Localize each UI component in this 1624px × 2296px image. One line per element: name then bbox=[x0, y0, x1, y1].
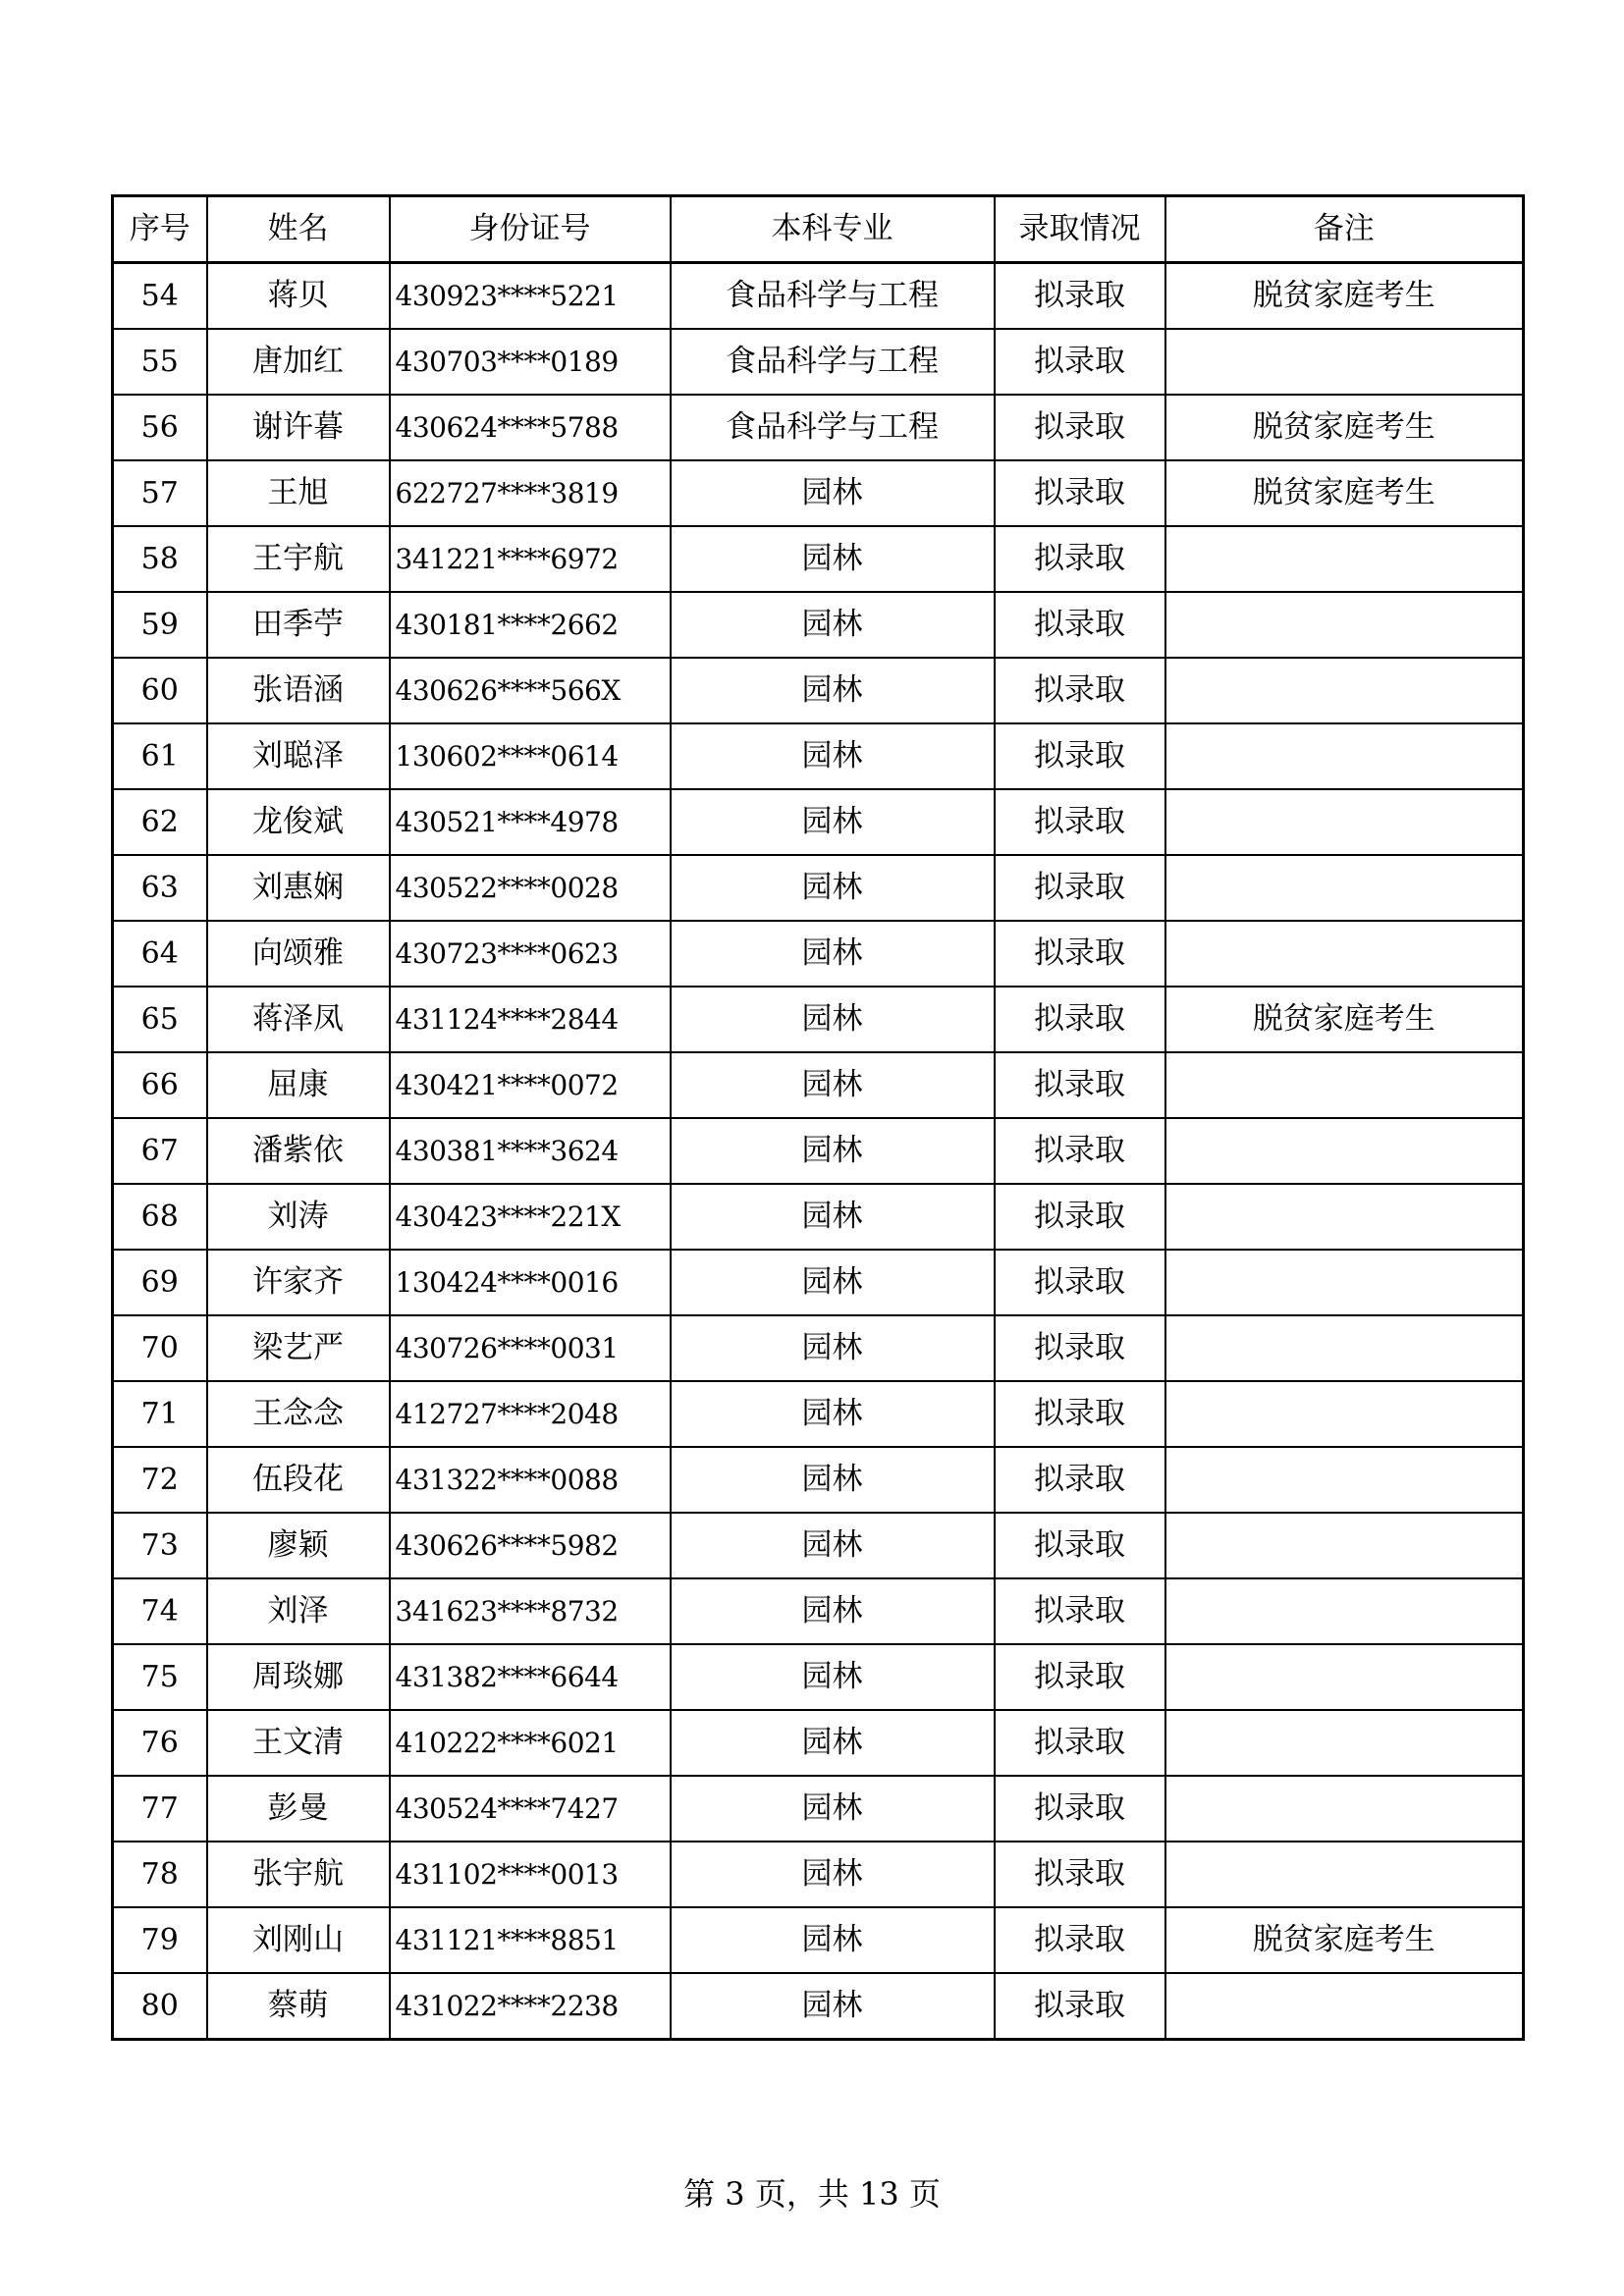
status-cell: 拟录取 bbox=[995, 723, 1165, 789]
status-cell: 拟录取 bbox=[995, 1973, 1165, 2040]
remark-cell bbox=[1165, 1447, 1524, 1513]
remark-cell bbox=[1165, 1578, 1524, 1644]
remark-cell bbox=[1165, 1776, 1524, 1842]
status-cell: 拟录取 bbox=[995, 460, 1165, 526]
major-cell: 园林 bbox=[671, 526, 995, 592]
table-row bbox=[113, 1973, 1524, 2040]
major-cell: 园林 bbox=[671, 460, 995, 526]
major-cell: 园林 bbox=[671, 921, 995, 987]
id-cell: 341221****6972 bbox=[390, 526, 671, 592]
header-id-number: 身份证号 bbox=[390, 196, 671, 263]
name-cell: 王宇航 bbox=[207, 526, 390, 592]
name-cell: 周琰娜 bbox=[207, 1644, 390, 1710]
seq-cell: 66 bbox=[113, 1052, 207, 1118]
seq-cell: 60 bbox=[113, 658, 207, 723]
seq-cell: 59 bbox=[113, 592, 207, 658]
table-row bbox=[113, 723, 1524, 789]
remark-cell bbox=[1165, 1513, 1524, 1578]
major-cell: 园林 bbox=[671, 658, 995, 723]
major-cell: 园林 bbox=[671, 1447, 995, 1513]
table-row bbox=[113, 1381, 1524, 1447]
status-cell: 拟录取 bbox=[995, 1578, 1165, 1644]
table-row bbox=[113, 1644, 1524, 1710]
major-cell: 食品科学与工程 bbox=[671, 395, 995, 460]
id-cell: 430723****0623 bbox=[390, 921, 671, 987]
status-cell: 拟录取 bbox=[995, 329, 1165, 395]
seq-cell: 68 bbox=[113, 1184, 207, 1250]
header-name: 姓名 bbox=[207, 196, 390, 263]
seq-cell: 58 bbox=[113, 526, 207, 592]
id-cell: 431382****6644 bbox=[390, 1644, 671, 1710]
id-cell: 430421****0072 bbox=[390, 1052, 671, 1118]
table-row bbox=[113, 395, 1524, 460]
table-row bbox=[113, 1776, 1524, 1842]
remark-cell: 脱贫家庭考生 bbox=[1165, 460, 1524, 526]
seq-cell: 76 bbox=[113, 1710, 207, 1776]
id-cell: 430521****4978 bbox=[390, 789, 671, 855]
remark-cell bbox=[1165, 1250, 1524, 1315]
remark-cell: 脱贫家庭考生 bbox=[1165, 263, 1524, 330]
remark-cell: 脱贫家庭考生 bbox=[1165, 987, 1524, 1052]
status-cell: 拟录取 bbox=[995, 1118, 1165, 1184]
major-cell: 食品科学与工程 bbox=[671, 263, 995, 330]
major-cell: 园林 bbox=[671, 1973, 995, 2040]
name-cell: 刘聪泽 bbox=[207, 723, 390, 789]
table-row bbox=[113, 1842, 1524, 1907]
remark-cell bbox=[1165, 1118, 1524, 1184]
seq-cell: 54 bbox=[113, 263, 207, 330]
major-cell: 园林 bbox=[671, 855, 995, 921]
seq-cell: 75 bbox=[113, 1644, 207, 1710]
seq-cell: 62 bbox=[113, 789, 207, 855]
table-row bbox=[113, 921, 1524, 987]
name-cell: 廖颖 bbox=[207, 1513, 390, 1578]
table-row bbox=[113, 1052, 1524, 1118]
major-cell: 园林 bbox=[671, 592, 995, 658]
status-cell: 拟录取 bbox=[995, 1381, 1165, 1447]
id-cell: 431022****2238 bbox=[390, 1973, 671, 2040]
seq-cell: 63 bbox=[113, 855, 207, 921]
table-row bbox=[113, 592, 1524, 658]
status-cell: 拟录取 bbox=[995, 1776, 1165, 1842]
major-cell: 园林 bbox=[671, 723, 995, 789]
id-cell: 622727****3819 bbox=[390, 460, 671, 526]
major-cell: 园林 bbox=[671, 1907, 995, 1973]
name-cell: 蒋泽凤 bbox=[207, 987, 390, 1052]
name-cell: 张宇航 bbox=[207, 1842, 390, 1907]
major-cell: 园林 bbox=[671, 1381, 995, 1447]
seq-cell: 78 bbox=[113, 1842, 207, 1907]
name-cell: 许家齐 bbox=[207, 1250, 390, 1315]
table-row bbox=[113, 263, 1524, 330]
major-cell: 园林 bbox=[671, 1118, 995, 1184]
seq-cell: 64 bbox=[113, 921, 207, 987]
seq-cell: 65 bbox=[113, 987, 207, 1052]
remark-cell bbox=[1165, 1052, 1524, 1118]
table-row bbox=[113, 855, 1524, 921]
id-cell: 431102****0013 bbox=[390, 1842, 671, 1907]
name-cell: 刘刚山 bbox=[207, 1907, 390, 1973]
seq-cell: 61 bbox=[113, 723, 207, 789]
name-cell: 潘紫依 bbox=[207, 1118, 390, 1184]
status-cell: 拟录取 bbox=[995, 263, 1165, 330]
table-body bbox=[113, 263, 1524, 2040]
table-row bbox=[113, 460, 1524, 526]
status-cell: 拟录取 bbox=[995, 1710, 1165, 1776]
name-cell: 唐加红 bbox=[207, 329, 390, 395]
table-row bbox=[113, 1447, 1524, 1513]
major-cell: 园林 bbox=[671, 1776, 995, 1842]
major-cell: 园林 bbox=[671, 1250, 995, 1315]
id-cell: 130424****0016 bbox=[390, 1250, 671, 1315]
table-row bbox=[113, 1118, 1524, 1184]
id-cell: 430703****0189 bbox=[390, 329, 671, 395]
major-cell: 园林 bbox=[671, 1315, 995, 1381]
remark-cell bbox=[1165, 1973, 1524, 2040]
name-cell: 田季苧 bbox=[207, 592, 390, 658]
id-cell: 412727****2048 bbox=[390, 1381, 671, 1447]
major-cell: 园林 bbox=[671, 1513, 995, 1578]
id-cell: 430381****3624 bbox=[390, 1118, 671, 1184]
seq-cell: 79 bbox=[113, 1907, 207, 1973]
table-row bbox=[113, 1184, 1524, 1250]
name-cell: 向颂雅 bbox=[207, 921, 390, 987]
id-cell: 341623****8732 bbox=[390, 1578, 671, 1644]
table-row bbox=[113, 1250, 1524, 1315]
table-row bbox=[113, 1513, 1524, 1578]
id-cell: 430181****2662 bbox=[390, 592, 671, 658]
remark-cell bbox=[1165, 855, 1524, 921]
table-row bbox=[113, 658, 1524, 723]
name-cell: 刘涛 bbox=[207, 1184, 390, 1250]
name-cell: 王文清 bbox=[207, 1710, 390, 1776]
seq-cell: 69 bbox=[113, 1250, 207, 1315]
seq-cell: 56 bbox=[113, 395, 207, 460]
id-cell: 430923****5221 bbox=[390, 263, 671, 330]
name-cell: 刘泽 bbox=[207, 1578, 390, 1644]
table-row bbox=[113, 329, 1524, 395]
id-cell: 431124****2844 bbox=[390, 987, 671, 1052]
major-cell: 食品科学与工程 bbox=[671, 329, 995, 395]
major-cell: 园林 bbox=[671, 1052, 995, 1118]
id-cell: 430626****566X bbox=[390, 658, 671, 723]
header-row bbox=[113, 196, 1524, 263]
remark-cell bbox=[1165, 1184, 1524, 1250]
major-cell: 园林 bbox=[671, 1710, 995, 1776]
header-admission-status: 录取情况 bbox=[995, 196, 1165, 263]
seq-cell: 77 bbox=[113, 1776, 207, 1842]
status-cell: 拟录取 bbox=[995, 921, 1165, 987]
remark-cell bbox=[1165, 526, 1524, 592]
seq-cell: 73 bbox=[113, 1513, 207, 1578]
name-cell: 蒋贝 bbox=[207, 263, 390, 330]
status-cell: 拟录取 bbox=[995, 1842, 1165, 1907]
seq-cell: 67 bbox=[113, 1118, 207, 1184]
name-cell: 伍段花 bbox=[207, 1447, 390, 1513]
major-cell: 园林 bbox=[671, 1842, 995, 1907]
remark-cell: 脱贫家庭考生 bbox=[1165, 395, 1524, 460]
header-remarks: 备注 bbox=[1165, 196, 1524, 263]
seq-cell: 80 bbox=[113, 1973, 207, 2040]
name-cell: 王旭 bbox=[207, 460, 390, 526]
table-row bbox=[113, 1578, 1524, 1644]
remark-cell bbox=[1165, 592, 1524, 658]
name-cell: 梁艺严 bbox=[207, 1315, 390, 1381]
name-cell: 刘惠娴 bbox=[207, 855, 390, 921]
remark-cell bbox=[1165, 723, 1524, 789]
remark-cell bbox=[1165, 1381, 1524, 1447]
id-cell: 430423****221X bbox=[390, 1184, 671, 1250]
id-cell: 430626****5982 bbox=[390, 1513, 671, 1578]
table-row bbox=[113, 987, 1524, 1052]
remark-cell bbox=[1165, 329, 1524, 395]
id-cell: 431322****0088 bbox=[390, 1447, 671, 1513]
status-cell: 拟录取 bbox=[995, 789, 1165, 855]
seq-cell: 70 bbox=[113, 1315, 207, 1381]
remark-cell bbox=[1165, 1644, 1524, 1710]
admission-table bbox=[111, 194, 1525, 2041]
status-cell: 拟录取 bbox=[995, 1513, 1165, 1578]
seq-cell: 55 bbox=[113, 329, 207, 395]
header-major: 本科专业 bbox=[671, 196, 995, 263]
major-cell: 园林 bbox=[671, 1184, 995, 1250]
name-cell: 龙俊斌 bbox=[207, 789, 390, 855]
page-number: 第 3 页，共 13 页 bbox=[683, 2175, 941, 2213]
major-cell: 园林 bbox=[671, 1578, 995, 1644]
seq-cell: 72 bbox=[113, 1447, 207, 1513]
name-cell: 屈康 bbox=[207, 1052, 390, 1118]
remark-cell bbox=[1165, 789, 1524, 855]
major-cell: 园林 bbox=[671, 1644, 995, 1710]
status-cell: 拟录取 bbox=[995, 1184, 1165, 1250]
table-row bbox=[113, 526, 1524, 592]
id-cell: 431121****8851 bbox=[390, 1907, 671, 1973]
status-cell: 拟录取 bbox=[995, 1250, 1165, 1315]
table-row bbox=[113, 1907, 1524, 1973]
name-cell: 王念念 bbox=[207, 1381, 390, 1447]
name-cell: 彭曼 bbox=[207, 1776, 390, 1842]
remark-cell bbox=[1165, 921, 1524, 987]
remark-cell bbox=[1165, 1315, 1524, 1381]
remark-cell bbox=[1165, 1710, 1524, 1776]
id-cell: 430524****7427 bbox=[390, 1776, 671, 1842]
status-cell: 拟录取 bbox=[995, 1644, 1165, 1710]
seq-cell: 74 bbox=[113, 1578, 207, 1644]
status-cell: 拟录取 bbox=[995, 987, 1165, 1052]
remark-cell bbox=[1165, 658, 1524, 723]
major-cell: 园林 bbox=[671, 987, 995, 1052]
seq-cell: 71 bbox=[113, 1381, 207, 1447]
id-cell: 410222****6021 bbox=[390, 1710, 671, 1776]
status-cell: 拟录取 bbox=[995, 526, 1165, 592]
status-cell: 拟录取 bbox=[995, 1907, 1165, 1973]
major-cell: 园林 bbox=[671, 789, 995, 855]
table-header bbox=[113, 196, 1524, 263]
id-cell: 430726****0031 bbox=[390, 1315, 671, 1381]
id-cell: 430624****5788 bbox=[390, 395, 671, 460]
name-cell: 张语涵 bbox=[207, 658, 390, 723]
table-row bbox=[113, 1315, 1524, 1381]
name-cell: 谢许暮 bbox=[207, 395, 390, 460]
remark-cell bbox=[1165, 1842, 1524, 1907]
status-cell: 拟录取 bbox=[995, 1447, 1165, 1513]
table-row bbox=[113, 789, 1524, 855]
header-seq: 序号 bbox=[113, 196, 207, 263]
status-cell: 拟录取 bbox=[995, 592, 1165, 658]
remark-cell: 脱贫家庭考生 bbox=[1165, 1907, 1524, 1973]
status-cell: 拟录取 bbox=[995, 855, 1165, 921]
id-cell: 130602****0614 bbox=[390, 723, 671, 789]
status-cell: 拟录取 bbox=[995, 1315, 1165, 1381]
table-row bbox=[113, 1710, 1524, 1776]
seq-cell: 57 bbox=[113, 460, 207, 526]
name-cell: 蔡萌 bbox=[207, 1973, 390, 2040]
status-cell: 拟录取 bbox=[995, 658, 1165, 723]
status-cell: 拟录取 bbox=[995, 1052, 1165, 1118]
id-cell: 430522****0028 bbox=[390, 855, 671, 921]
status-cell: 拟录取 bbox=[995, 395, 1165, 460]
